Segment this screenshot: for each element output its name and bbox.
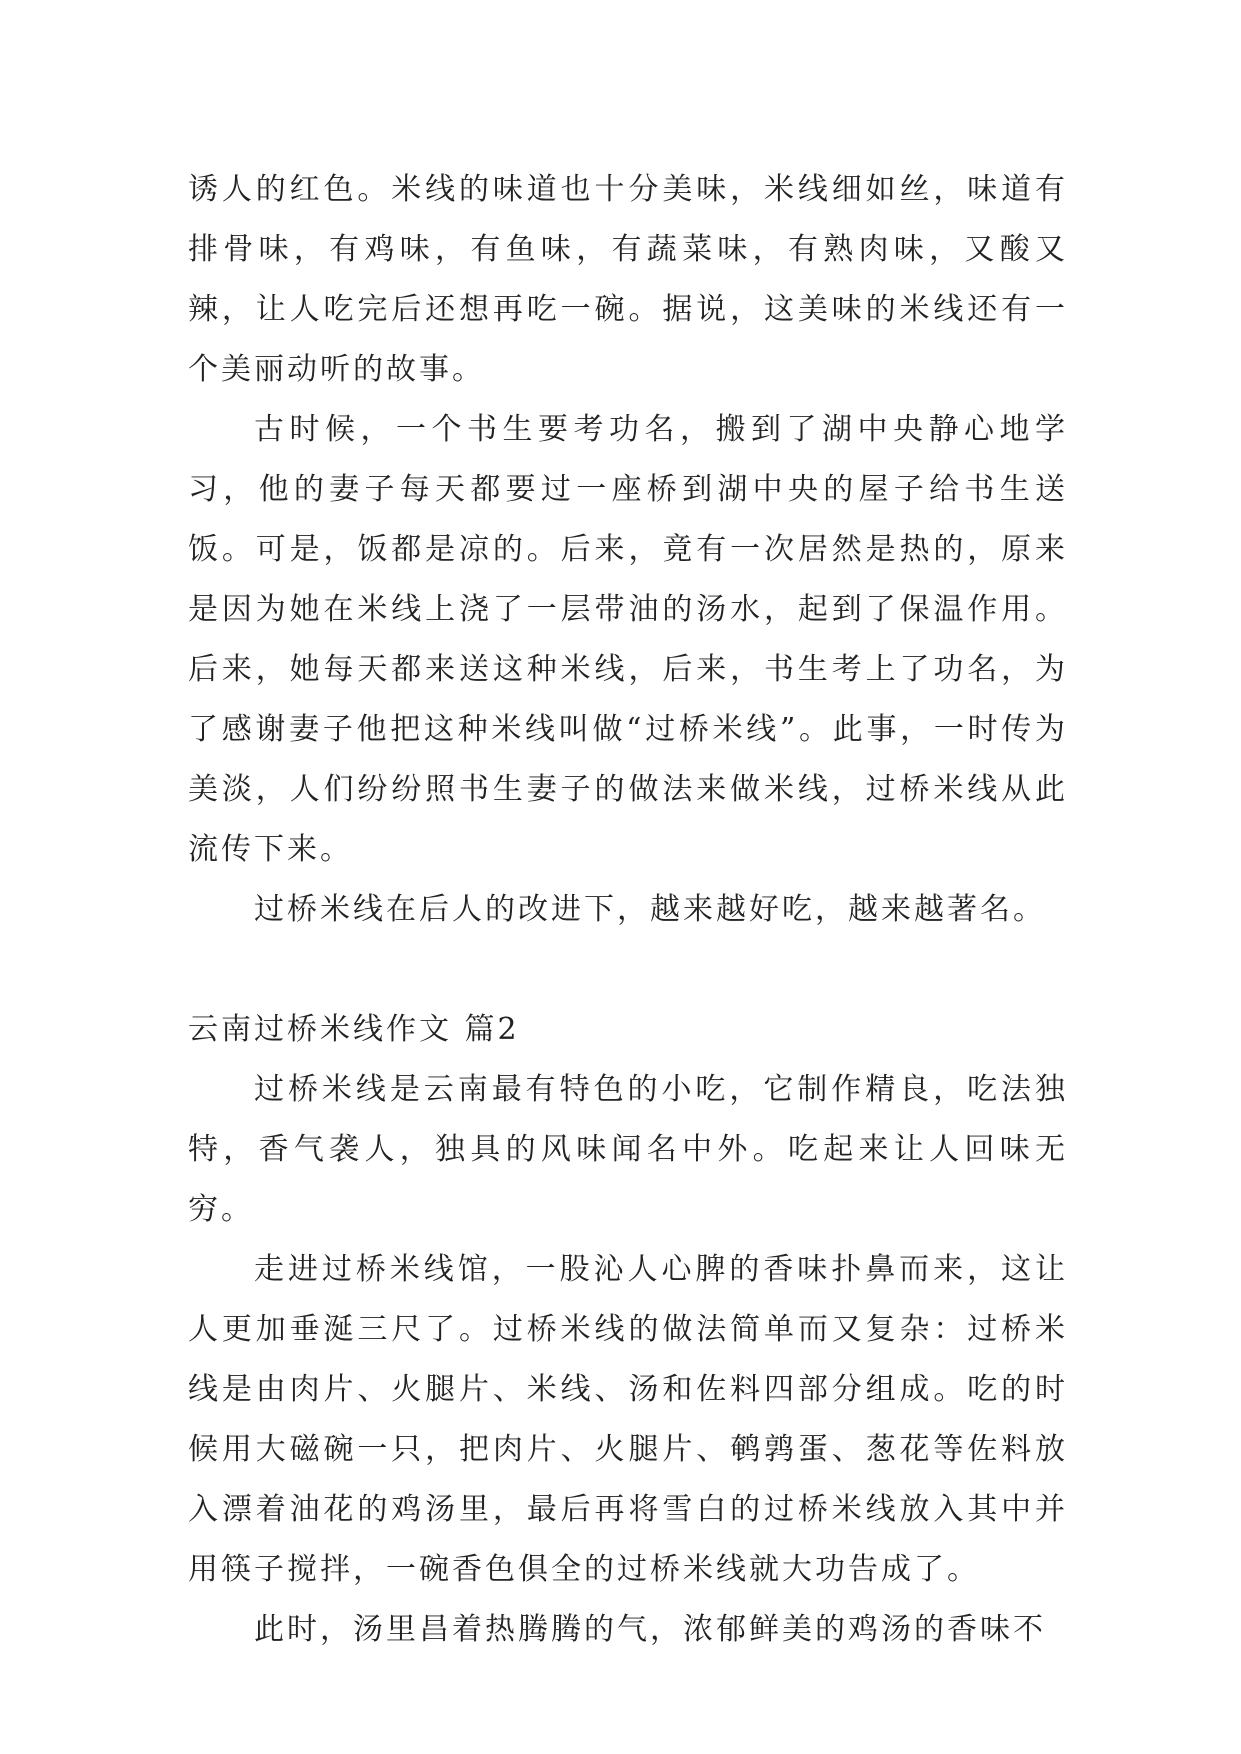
paragraph-method: 走进过桥米线馆，一股沁人心脾的香味扑鼻而来，这让人更加垂涎三尺了。过桥米线的做法简单而又复杂：过桥米线是由肉片、火腿片、米线、汤和佐料四部分组成。吃的时候用大磁碗一只，把肉片、火腿片、鹌鹑蛋、葱花等佐料放入漂着油花的鸡汤里，最后再将雪白的过桥米线放入其中并用筷子搅拌，一碗香色俱全的过桥米线就大功告成了。	[188, 1252, 1068, 1587]
paragraph-intro: 过桥米线是云南最有特色的小吃，它制作精良，吃法独特，香气袭人，独具的风味闻名中外。吃起来让人回味无穷。	[188, 1072, 1068, 1227]
paragraph-continued: 此时，汤里昌着热腾腾的气，浓郁鲜美的鸡汤的香味不	[254, 1612, 1046, 1647]
section-heading: 云南过桥米线作文 篇2	[188, 1012, 520, 1047]
document-body	[188, 160, 1068, 1660]
paragraph-conclusion: 过桥米线在后人的改进下，越来越好吃，越来越著名。	[254, 892, 1046, 927]
paragraph-story: 古时候，一个书生要考功名，搬到了湖中央静心地学习，他的妻子每天都要过一座桥到湖中央的屋子给书生送饭。可是，饭都是凉的。后来，竟有一次居然是热的，原来是因为她在米线上浇了一层带油的汤水，起到了保温作用。后来，她每天都来送这种米线，后来，书生考上了功名，为了感谢妻子他把这种米线叫做“过桥米线”。此事，一时传为美淡，人们纷纷照书生妻子的做法来做米线，过桥米线从此流传下来。	[188, 412, 1068, 867]
paragraph-continuation: 诱人的红色。米线的味道也十分美味，米线细如丝，味道有排骨味，有鸡味，有鱼味，有蔬菜味，有熟肉味，又酸又辣，让人吃完后还想再吃一碗。据说，这美味的米线还有一个美丽动听的故事。	[188, 172, 1068, 387]
